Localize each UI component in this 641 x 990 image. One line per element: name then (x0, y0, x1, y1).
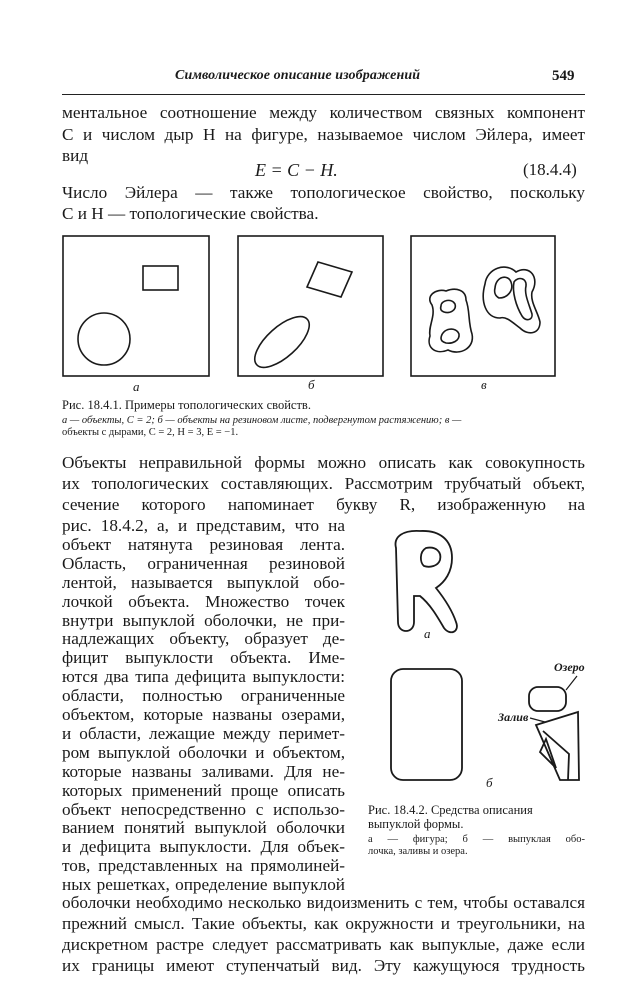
fig2-label-b: б (486, 775, 493, 790)
text-line: надлежащих объекту, образует де- (62, 629, 345, 649)
text-line: и дефицита выпуклости. Для объек- (62, 837, 345, 857)
panel-a-circle (78, 313, 130, 365)
fig2-caption-line: лочка, заливы и озера. (368, 846, 468, 857)
lake-pointer (566, 676, 577, 690)
convex-hull-rect (391, 669, 462, 780)
text-line: и области, лежащие между перимет- (62, 723, 345, 743)
fig1-caption-title: Рис. 18.4.1. Примеры топологических свойств. (62, 398, 311, 412)
text-line: которые названы заливами. Для не- (62, 761, 345, 781)
text-line: которых применений проще описать (62, 780, 345, 800)
text-line: прежний смысл. Такие объекты, как окружности и треугольники, на (62, 914, 585, 933)
text-line: ванием понятий выпуклой оболочки (62, 818, 345, 838)
panel-c-blob-inner-2b (513, 279, 532, 320)
fig2-bay-label: Залив (498, 710, 529, 724)
fig1-caption-line: а — объекты, C = 2; б — объекты на резиновом листе, подвергнутом растяжению; в — (62, 415, 462, 426)
text-line: C и H — топологические свойства. (62, 204, 319, 223)
fig2-caption-line: а — фигура; б — выпуклая обо- (368, 834, 585, 845)
text-line: их границы имеют ступенчатый вид. Эту кажущуюся трудность (62, 956, 585, 975)
text-line: объектом, которые названы озерами, (62, 705, 345, 724)
fig1-panel-label-a: а (133, 379, 140, 394)
text-line: внутри выпуклой оболочки, не при- (62, 610, 345, 630)
figure-r-outer (396, 531, 457, 632)
figure-18-4-2 (0, 520, 641, 820)
panel-b-ellipse (247, 308, 318, 376)
text-line: Область, ограниченная резиновой (62, 553, 345, 573)
text-line: C и числом дыр H на фигуре, называемое числом Эйлера, имеет (62, 125, 585, 144)
text-line: ных решетках, определение выпуклой (62, 875, 345, 895)
page-number: 549 (552, 68, 575, 84)
text-line: их топологических составляющих. Рассмотрим трубчатый объект, (62, 474, 585, 493)
panel-c-blob-inner-1b (441, 329, 459, 343)
bay-pointer (530, 718, 545, 722)
panel-a-frame (63, 236, 209, 376)
fig1-panel-label-c: в (481, 377, 487, 392)
fig2-caption-title2: выпуклой формы. (368, 817, 464, 831)
panel-c-blob-outer-2 (483, 267, 540, 333)
fig2-caption-title: Рис. 18.4.2. Средства описания (368, 803, 533, 817)
fig2-lake-label: Озеро (554, 660, 585, 674)
equation-number: (18.4.4) (523, 160, 577, 179)
panel-c-blob-inner-2 (495, 277, 512, 298)
text-line: оболочки необходимо несколько видоизменить с тем, чтобы оставался (62, 893, 585, 912)
text-line: тов, представленных на прямолиней- (62, 856, 345, 876)
text-line: Объекты неправильной формы можно описать как совокупность (62, 453, 585, 472)
figure-r-inner (421, 548, 441, 567)
euler-equation: E = C − H. (255, 160, 338, 180)
text-line: лочкой объекта. Множество точек (62, 591, 345, 611)
text-line: ются два типа дефицита выпуклости: (62, 667, 345, 687)
text-line: объект натянута резиновая лента. (62, 534, 345, 554)
fig2-label-a: а (424, 626, 431, 641)
text-line: ром выпуклой оболочки и объектом, (62, 742, 345, 762)
fig1-panel-label-b: б (308, 377, 315, 392)
running-header-title: Символическое описание изображений (175, 68, 421, 83)
fig1-caption-line: объекты с дырами, C = 2, H = 3, E = −1. (62, 427, 239, 438)
figure-18-4-1 (0, 225, 641, 395)
panel-b-rhombus (307, 262, 352, 297)
text-line: вид (62, 146, 89, 165)
text-line: области, полностью ограниченные (62, 686, 345, 706)
text-line: рис. 18.4.2, а, и представим, что на (62, 516, 345, 535)
panel-b-frame (238, 236, 383, 376)
text-line: дискретном растре следует рассматривать как выпуклые, даже если (62, 935, 585, 954)
panel-c-blob-inner-1 (441, 300, 456, 312)
text-line: Число Эйлера — также топологическое свойство, поскольку (62, 183, 585, 202)
text-line: фицит выпуклости объекта. Име- (62, 648, 345, 668)
text-line: сечение которого напоминает букву R, изображенную на (62, 495, 585, 514)
lake-shape (529, 687, 566, 711)
text-line: ментальное соотношение между количеством связных компонент (62, 103, 585, 122)
header-rule (62, 94, 585, 95)
panel-a-square (143, 266, 178, 290)
text-line: лентой, называется выпуклой обо- (62, 572, 345, 592)
text-line: объект непосредственно с использо- (62, 799, 345, 819)
